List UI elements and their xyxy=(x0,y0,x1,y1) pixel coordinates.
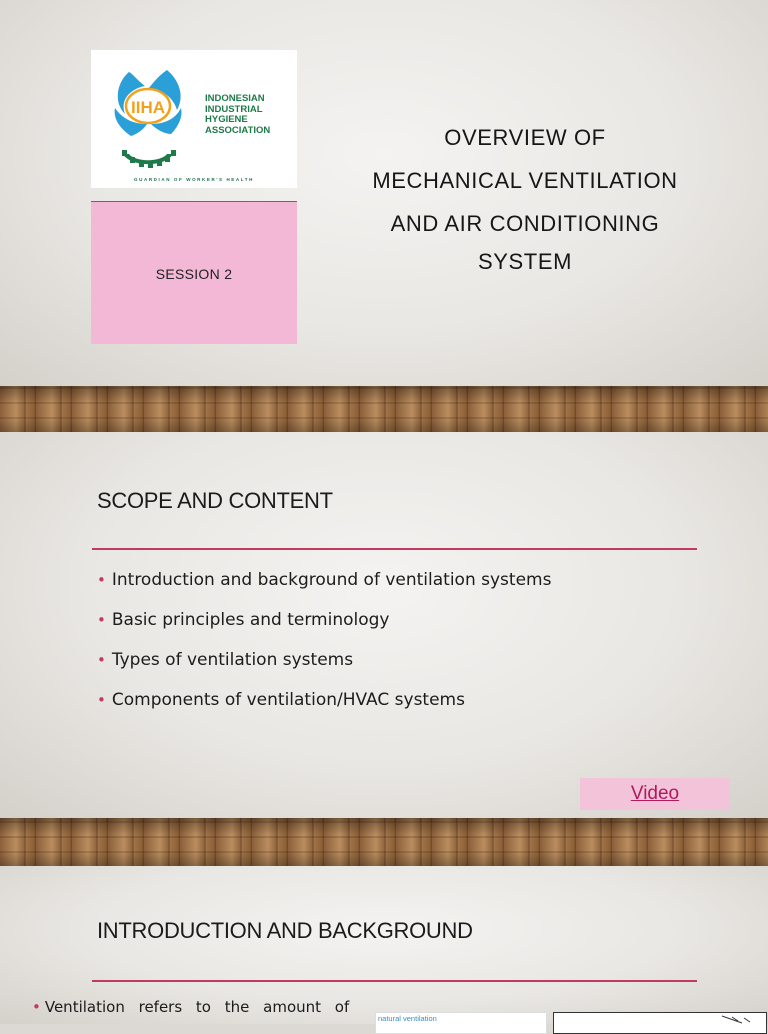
scope-list xyxy=(97,560,551,720)
slide-title-text xyxy=(330,116,720,283)
logo-tagline: GUARDIAN OF WORKER'S HEALTH xyxy=(134,177,254,182)
list-item-text: Components of ventilation/HVAC systems xyxy=(111,690,465,710)
logo-org-line: INDUSTRIAL xyxy=(205,103,263,115)
list-item xyxy=(97,680,551,720)
iiha-emblem-icon xyxy=(109,62,187,170)
heading-divider xyxy=(92,548,697,550)
slide-heading: SCOPE AND CONTENT xyxy=(97,488,333,513)
bullet-icon: • xyxy=(97,651,106,669)
list-item-text: Basic principles and terminology xyxy=(111,610,390,630)
list-item-text: Types of ventilation systems xyxy=(111,650,354,670)
slide-heading: INTRODUCTION AND BACKGROUND xyxy=(97,918,473,943)
logo-org-line: ASSOCIATION xyxy=(205,124,271,136)
diagram-image xyxy=(553,1012,767,1034)
title-line: OVERVIEW OF xyxy=(444,125,606,150)
slide-scope xyxy=(0,432,768,818)
video-link[interactable]: Video xyxy=(580,778,730,810)
logo-org-line: INDONESIAN xyxy=(205,93,265,104)
wood-floor-divider xyxy=(0,386,768,432)
list-item-text: Introduction and background of ventilation systems xyxy=(111,570,552,590)
session-label: SESSION 2 xyxy=(155,266,233,282)
title-line: AND AIR CONDITIONING xyxy=(390,211,660,236)
arrow-icon xyxy=(554,1013,766,1033)
slide-title xyxy=(0,0,768,386)
bullet-icon: • xyxy=(97,691,106,709)
iiha-logo xyxy=(91,50,297,188)
logo-org-name xyxy=(205,94,270,136)
list-item xyxy=(97,600,551,640)
wood-floor-divider xyxy=(0,818,768,866)
natural-ventilation-image xyxy=(375,1012,547,1034)
heading-divider xyxy=(92,980,697,982)
list-item-text: Ventilation refers to the amount of xyxy=(44,998,350,1016)
bullet-icon: • xyxy=(97,571,106,589)
bullet-icon: • xyxy=(32,998,41,1016)
session-box xyxy=(91,201,297,344)
list-item xyxy=(32,998,349,1016)
logo-org-line: HYGIENE xyxy=(205,114,248,125)
title-line: MECHANICAL VENTILATION xyxy=(372,168,678,193)
list-item xyxy=(97,560,551,600)
list-item xyxy=(97,640,551,680)
bullet-icon: • xyxy=(97,611,106,629)
svg-text:IIHA: IIHA xyxy=(131,98,165,117)
image-caption: natural ventilation xyxy=(378,1014,437,1023)
title-line: SYSTEM xyxy=(477,249,573,274)
